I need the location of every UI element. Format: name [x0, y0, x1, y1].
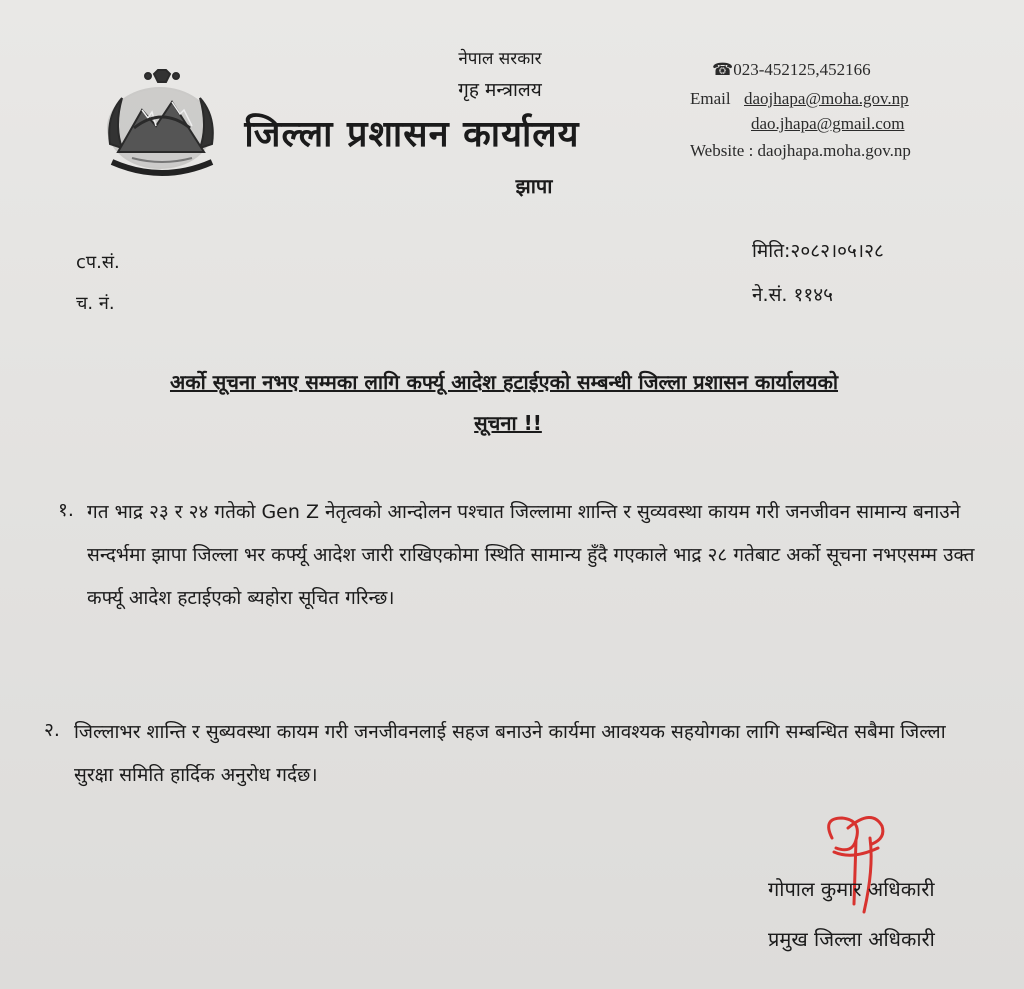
- email-primary-link[interactable]: daojhapa@moha.gov.np: [744, 89, 909, 108]
- paragraph-number: १.: [58, 499, 74, 521]
- telephone-icon: ☎: [712, 60, 734, 79]
- signatory-title: प्रमुख जिल्ला अधिकारी: [768, 927, 935, 951]
- dispatch-number-label: च. नं.: [76, 293, 115, 314]
- email-label: Email: [690, 89, 731, 108]
- ministry-name: गृह मन्त्रालय: [458, 79, 542, 101]
- website-text: Website : daojhapa.moha.gov.np: [690, 141, 911, 160]
- paragraph-body: गत भाद्र २३ र २४ गतेको Gen Z नेतृत्वको आन्दोलन पश्चात जिल्लामा शान्ति र सुव्यवस्था कायम गरी जनजीवन सामान्य बनाउने सन्दर्भमा झापा जिल्ला भर कर्फ्यू आदेश जारी राखिएकोमा स्थिति सामान्य हुँदै गएकाले भाद्र २८ गतेबाट अर्को सूचना नभएसम्म उक्त कर्फ्यू आदेश हटाईएको ब्यहोरा सूचित गरिन्छ।: [87, 501, 975, 609]
- signatory-name: गोपाल कुमार अधिकारी: [768, 877, 935, 901]
- email-secondary-link[interactable]: dao.jhapa@gmail.com: [751, 114, 905, 133]
- office-title: जिल्ला प्रशासन कार्यालय: [244, 114, 580, 155]
- district-name: झापा: [515, 174, 553, 198]
- letter-number-label: cप.सं.: [76, 252, 120, 273]
- subject-line-2: सूचना !!: [474, 411, 542, 435]
- paragraph-number: २.: [44, 719, 60, 741]
- paragraph-body: जिल्लाभर शान्ति र सुब्यवस्था कायम गरी जनजीवनलाई सहज बनाउने कार्यमा आवश्यक सहयोगका लागि सम्बन्धित सबैमा जिल्ला सुरक्षा समिति हार्दिक अनुरोध गर्दछ।: [74, 721, 946, 786]
- phone-number: ☎023-452125,452166: [712, 60, 871, 79]
- nepal-sambat-text: ने.सं. ११४५: [752, 284, 834, 306]
- government-name: नेपाल सरकार: [458, 49, 542, 69]
- date-text: मिति:२०८२।०५।२८: [752, 240, 884, 262]
- subject-line-1: अर्को सूचना नभए सम्मका लागि कर्फ्यू आदेश हटाईएको सम्बन्धी जिल्ला प्रशासन कार्यालयको: [169, 370, 839, 394]
